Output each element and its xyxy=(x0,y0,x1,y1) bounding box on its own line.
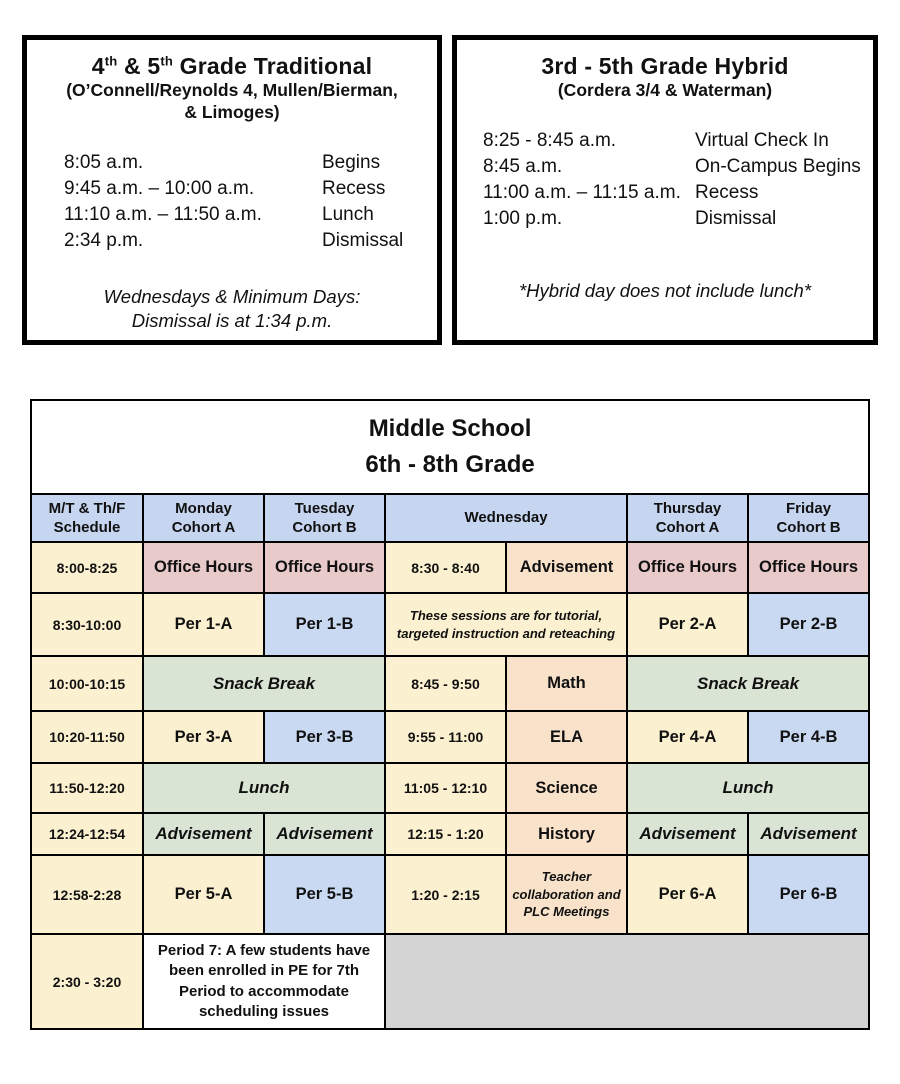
cell-r3-wed-subject: Math xyxy=(506,656,627,711)
cell-r6-time: 12:24-12:54 xyxy=(31,813,143,855)
schedule-time: 8:05 a.m. xyxy=(64,152,144,174)
cell-r8-time: 2:30 - 3:20 xyxy=(31,934,143,1029)
header-tuesday xyxy=(264,494,385,542)
schedule-row xyxy=(27,228,437,254)
cell-r4-tuesday: Per 3-B xyxy=(264,711,385,763)
hybrid-schedule-card xyxy=(452,35,878,345)
schedule-label: Dismissal xyxy=(322,230,404,252)
cell-r1-wed-subject: Advisement xyxy=(506,542,627,593)
cell-r5-lunch-left: Lunch xyxy=(143,763,385,813)
cell-r7-monday: Per 5-A xyxy=(143,855,264,934)
cell-r7-wed-subject: Teacher collaboration and PLC Meetings xyxy=(506,855,627,934)
table-row xyxy=(31,542,869,593)
note-line: Wednesdays & Minimum Days: xyxy=(103,286,361,308)
table-row xyxy=(31,656,869,711)
cell-r1-wed-time: 8:30 - 8:40 xyxy=(385,542,506,593)
schedule-time: 11:00 a.m. – 11:15 a.m. xyxy=(483,181,681,203)
cell-r7-tuesday: Per 5-B xyxy=(264,855,385,934)
cell-r3-snack-break-left: Snack Break xyxy=(143,656,385,711)
cell-r7-wed-time: 1:20 - 2:15 xyxy=(385,855,506,934)
header-line: Monday xyxy=(175,499,232,517)
schedule-row xyxy=(27,202,437,228)
subtitle-line: (O’Connell/Reynolds 4, Mullen/Bierman, xyxy=(66,80,398,100)
schedule-row xyxy=(457,128,873,154)
cell-r8-empty-gray xyxy=(385,934,869,1029)
cell-r4-thursday: Per 4-A xyxy=(627,711,748,763)
traditional-card-title xyxy=(27,53,437,80)
schedule-row xyxy=(27,176,437,202)
subtitle-line: & Limoges) xyxy=(184,101,280,122)
traditional-schedule-list xyxy=(27,150,437,254)
cell-r4-monday: Per 3-A xyxy=(143,711,264,763)
traditional-schedule-card xyxy=(22,35,442,345)
cell-r3-snack-break-right: Snack Break xyxy=(627,656,869,711)
cell-r1-tuesday: Office Hours xyxy=(264,542,385,593)
table-row xyxy=(31,711,869,763)
cell-r7-friday: Per 6-B xyxy=(748,855,869,934)
schedule-row xyxy=(457,180,873,206)
top-schedule-cards xyxy=(22,35,878,345)
table-row xyxy=(31,813,869,855)
header-friday xyxy=(748,494,869,542)
cell-r5-wed-subject: Science xyxy=(506,763,627,813)
header-schedule xyxy=(31,494,143,542)
header-line: M/T & Th/F xyxy=(48,499,126,517)
cell-r5-time: 11:50-12:20 xyxy=(31,763,143,813)
header-line: Cohort A xyxy=(655,519,720,536)
table-row xyxy=(31,934,869,1029)
cell-r2-friday: Per 2-B xyxy=(748,593,869,656)
schedule-time: 1:00 p.m. xyxy=(483,207,563,229)
cell-r6-tuesday: Advisement xyxy=(264,813,385,855)
cell-r7-thursday: Per 6-A xyxy=(627,855,748,934)
schedule-time: 8:25 - 8:45 a.m. xyxy=(483,129,617,151)
header-line: Thursday xyxy=(653,499,722,517)
cell-r6-wed-time: 12:15 - 1:20 xyxy=(385,813,506,855)
cell-r7-time: 12:58-2:28 xyxy=(31,855,143,934)
cell-r1-friday: Office Hours xyxy=(748,542,869,593)
note-line: Dismissal is at 1:34 p.m. xyxy=(131,310,333,332)
schedule-row xyxy=(27,150,437,176)
table-title xyxy=(31,400,869,494)
schedule-row xyxy=(457,154,873,180)
schedule-time: 9:45 a.m. – 10:00 a.m. xyxy=(64,178,255,200)
cell-r6-thursday: Advisement xyxy=(627,813,748,855)
header-line: Schedule xyxy=(53,519,121,536)
header-line: Cohort A xyxy=(171,519,236,536)
schedule-time: 2:34 p.m. xyxy=(64,230,144,252)
middle-school-table xyxy=(30,399,870,1030)
table-title-line: Middle School xyxy=(368,415,532,442)
cell-r1-monday: Office Hours xyxy=(143,542,264,593)
schedule-label: On-Campus Begins xyxy=(695,155,861,177)
traditional-card-subtitle xyxy=(27,80,437,123)
cell-r5-lunch-right: Lunch xyxy=(627,763,869,813)
cell-r4-time: 10:20-11:50 xyxy=(31,711,143,763)
header-line: Tuesday xyxy=(294,499,355,517)
title-part: & 5 xyxy=(117,53,161,79)
cell-r2-tuesday: Per 1-B xyxy=(264,593,385,656)
header-line: Cohort B xyxy=(292,519,357,536)
title-superscript: th xyxy=(160,53,174,69)
table-title-row xyxy=(31,400,869,494)
cell-r6-monday: Advisement xyxy=(143,813,264,855)
table-row xyxy=(31,593,869,656)
header-line: Wednesday xyxy=(464,509,548,527)
cell-r4-wed-subject: ELA xyxy=(506,711,627,763)
schedule-label: Lunch xyxy=(322,204,374,226)
cell-r6-wed-subject: History xyxy=(506,813,627,855)
hybrid-schedule-list xyxy=(457,128,873,232)
cell-r1-thursday: Office Hours xyxy=(627,542,748,593)
cell-r1-time: 8:00-8:25 xyxy=(31,542,143,593)
schedule-label: Begins xyxy=(322,152,381,174)
hybrid-card-subtitle: (Cordera 3/4 & Waterman) xyxy=(557,80,773,100)
header-thursday xyxy=(627,494,748,542)
traditional-card-note xyxy=(27,285,437,333)
cell-r3-wed-time: 8:45 - 9:50 xyxy=(385,656,506,711)
cell-r4-wed-time: 9:55 - 11:00 xyxy=(385,711,506,763)
header-line: Cohort B xyxy=(776,519,841,536)
cell-r8-period7-note: Period 7: A few students have been enrolled in PE for 7th Period to accommodate scheduling issues xyxy=(143,934,385,1029)
cell-r6-friday: Advisement xyxy=(748,813,869,855)
title-part: 4 xyxy=(91,53,105,79)
header-wednesday xyxy=(385,494,627,542)
cell-r3-time: 10:00-10:15 xyxy=(31,656,143,711)
title-superscript: th xyxy=(104,53,118,69)
schedule-label: Virtual Check In xyxy=(695,129,829,151)
schedule-label: Dismissal xyxy=(695,207,777,229)
table-header-row xyxy=(31,494,869,542)
header-line: Friday xyxy=(786,499,832,517)
table-row xyxy=(31,763,869,813)
cell-r5-wed-time: 11:05 - 12:10 xyxy=(385,763,506,813)
schedule-time: 8:45 a.m. xyxy=(483,155,563,177)
header-monday xyxy=(143,494,264,542)
cell-r4-friday: Per 4-B xyxy=(748,711,869,763)
table-row xyxy=(31,855,869,934)
hybrid-card-title: 3rd - 5th Grade Hybrid xyxy=(541,53,789,79)
schedule-time: 11:10 a.m. – 11:50 a.m. xyxy=(64,204,262,226)
table-title-line: 6th - 8th Grade xyxy=(365,451,535,478)
hybrid-card-note: *Hybrid day does not include lunch* xyxy=(518,279,812,301)
cell-r2-time: 8:30-10:00 xyxy=(31,593,143,656)
schedule-label: Recess xyxy=(322,178,386,200)
schedule-label: Recess xyxy=(695,181,759,203)
cell-r2-thursday: Per 2-A xyxy=(627,593,748,656)
title-part: Grade Traditional xyxy=(173,53,373,79)
schedule-row xyxy=(457,206,873,232)
cell-r2-wednesday-note: These sessions are for tutorial, targeted instruction and reteaching xyxy=(385,593,627,656)
cell-r2-monday: Per 1-A xyxy=(143,593,264,656)
